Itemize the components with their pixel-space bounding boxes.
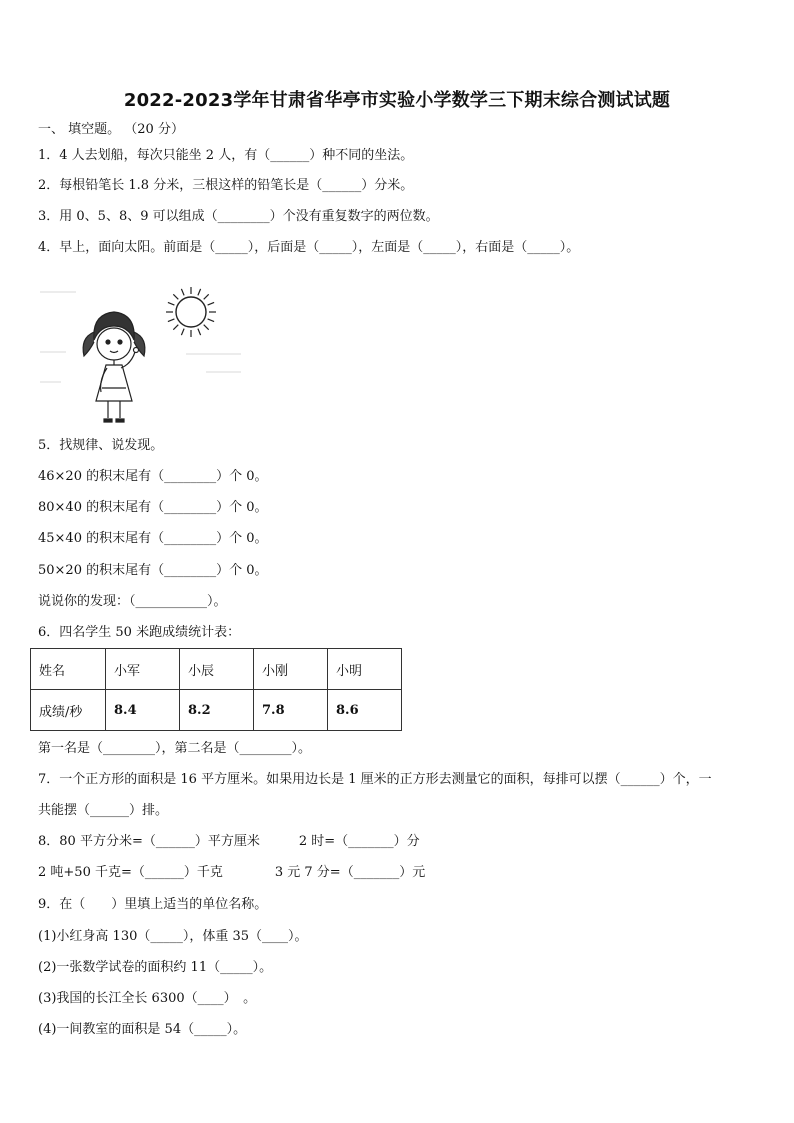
question-4: 4．早上，面向太阳。前面是（_____），后面是（_____），左面是（_____），右面是（_____）。 [38,240,580,255]
question-5-discovery: 说说你的发现：（___________）。 [38,594,227,609]
sun-icon [166,287,216,337]
table-cell: 8.6 [328,690,402,731]
question-9: 9．在（ ）里填上适当的单位名称。 [38,897,268,912]
question-6: 6．四名学生 50 米跑成绩统计表： [38,625,241,640]
table-cell: 8.2 [180,690,254,731]
question-5: 5．找规律、说发现。 [38,438,164,453]
girl-and-sun-illustration [36,262,246,430]
question-6-answer: 第一名是（________），第二名是（________）。 [38,741,312,756]
question-5-item-3: 45×40 的积末尾有（________）个 0。 [38,531,268,546]
table-cell: 8.4 [106,690,180,731]
question-8-line-1: 8．80 平方分米=（______）平方厘米 2 时=（_______）分 [38,834,420,849]
question-7-line-1: 7．一个正方形的面积是 16 平方厘米。如果用边长是 1 厘米的正方形去测量它的面积，每排可以摆（______）个，一 [38,772,712,787]
question-9-item-1: (1)小红身高 130（_____），体重 35（____）。 [38,929,308,944]
score-table [30,648,402,731]
table-row [31,690,402,731]
page-title: 2022-2023学年甘肃省华亭市实验小学数学三下期末综合测试试题 [123,90,671,111]
table-cell: 姓名 [31,649,106,690]
table-cell: 小军 [106,649,180,690]
table-cell: 小明 [328,649,402,690]
table-cell: 小刚 [254,649,328,690]
question-5-item-1: 46×20 的积末尾有（________）个 0。 [38,469,268,484]
question-1: 1．4 人去划船，每次只能坐 2 人，有（______）种不同的坐法。 [38,148,414,163]
question-8-line-2: 2 吨+50 千克=（______）千克 3 元 7 分=（_______）元 [38,865,426,880]
question-9-item-2: (2)一张数学试卷的面积约 11（_____）。 [38,960,273,975]
table-cell: 7.8 [254,690,328,731]
table-cell: 成绩/秒 [31,690,106,731]
illustration-svg [36,262,246,430]
section-heading: 一、 填空题。 （20 分） [38,122,184,137]
question-3: 3．用 0、5、8、9 可以组成（________）个没有重复数字的两位数。 [38,209,439,224]
table-cell: 小辰 [180,649,254,690]
table-row [31,649,402,690]
question-9-item-3: (3)我国的长江全长 6300（____） 。 [38,991,257,1006]
question-9-item-4: (4)一间教室的面积是 54（_____）。 [38,1022,247,1037]
question-2: 2．每根铅笔长 1.8 分米，三根这样的铅笔长是（______）分米。 [38,178,414,193]
question-5-item-4: 50×20 的积末尾有（________）个 0。 [38,563,268,578]
question-5-item-2: 80×40 的积末尾有（________）个 0。 [38,500,268,515]
question-7-line-2: 共能摆（______）排。 [38,803,169,818]
girl-icon [83,312,145,422]
